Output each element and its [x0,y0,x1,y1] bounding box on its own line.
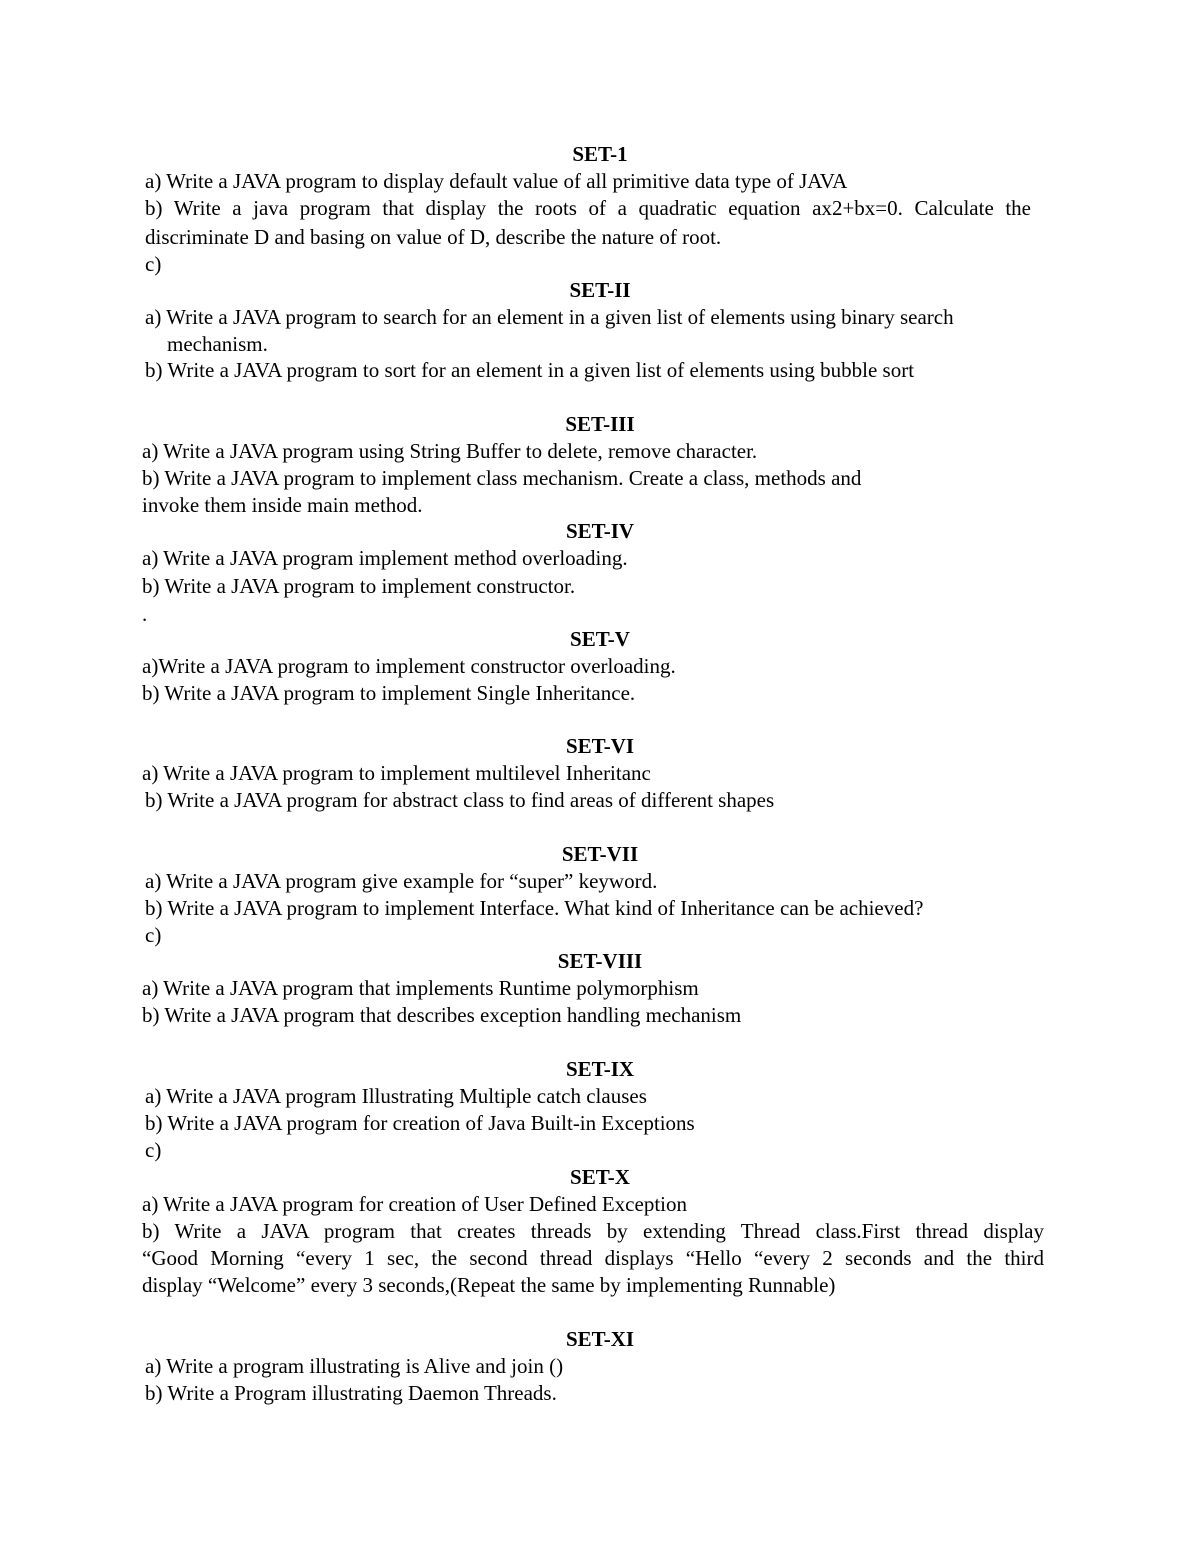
question-line: b) Write a Program illustrating Daemon Threads. [145,1381,557,1405]
question-line: b) Write a JAVA program to implement Single Inheritance. [142,681,636,705]
question-line: c) [145,923,162,947]
set-heading: SET-IV [565,519,635,543]
question-line: b) Write a JAVA program to sort for an element in a given list of elements using bubble sort [145,358,915,382]
set-heading: SET-1 [572,142,628,166]
question-line: a) Write a program illustrating is Alive and join () [145,1354,564,1378]
question-line: b) Write a JAVA program to implement constructor. [142,574,576,598]
set-heading: SET-V [570,627,630,651]
question-line: . [142,602,148,626]
question-line: a) Write a JAVA program that implements Runtime polymorphism [142,976,699,1000]
question-line: a) Write a JAVA program Illustrating Multiple catch clauses [145,1084,647,1108]
set-heading: SET-VII [561,842,639,866]
set-heading: SET-VIII [557,949,643,973]
question-line: a)Write a JAVA program to implement constructor overloading. [142,654,676,678]
question-line: invoke them inside main method. [142,493,423,517]
question-line: a) Write a JAVA program using String Buffer to delete, remove character. [142,439,758,463]
question-line: a) Write a JAVA program implement method overloading. [142,546,628,570]
question-line: b) Write a java program that display the roots of a quadratic equation ax2+bx=0. Calculate the [145,196,1031,220]
question-line: b) Write a JAVA program for creation of Java Built-in Exceptions [145,1111,695,1135]
question-line: discriminate D and basing on value of D, describe the nature of root. [145,225,722,249]
question-line: b) Write a JAVA program to implement Interface. What kind of Inheritance can be achieved? [145,896,924,920]
question-line: a) Write a JAVA program to search for an element in a given list of elements using binary search [145,305,954,329]
question-line: a) Write a JAVA program for creation of User Defined Exception [142,1192,687,1216]
question-line: “Good Morning “every 1 sec, the second thread displays “Hello “every 2 seconds and the third [142,1246,1044,1270]
set-heading: SET-VI [565,734,635,758]
question-line: c) [145,252,162,276]
question-line: mechanism. [167,332,268,356]
question-line: c) [145,1138,162,1162]
question-line: b) Write a JAVA program that creates threads by extending Thread class.First thread display [142,1219,1044,1243]
question-line: b) Write a JAVA program that describes exception handling mechanism [142,1003,742,1027]
set-heading: SET-X [570,1165,630,1189]
question-line: a) Write a JAVA program to display default value of all primitive data type of JAVA [145,169,848,193]
set-heading: SET-III [565,412,635,436]
question-line: b) Write a JAVA program to implement class mechanism. Create a class, methods and [142,466,862,490]
question-line: display “Welcome” every 3 seconds,(Repeat the same by implementing Runnable) [142,1273,836,1297]
set-heading: SET-XI [565,1327,635,1351]
question-line: b) Write a JAVA program for abstract class to find areas of different shapes [145,788,775,812]
question-line: a) Write a JAVA program give example for “super” keyword. [145,869,658,893]
set-heading: SET-II [569,278,631,302]
set-heading: SET-IX [565,1057,635,1081]
question-line: a) Write a JAVA program to implement multilevel Inheritanc [142,761,651,785]
